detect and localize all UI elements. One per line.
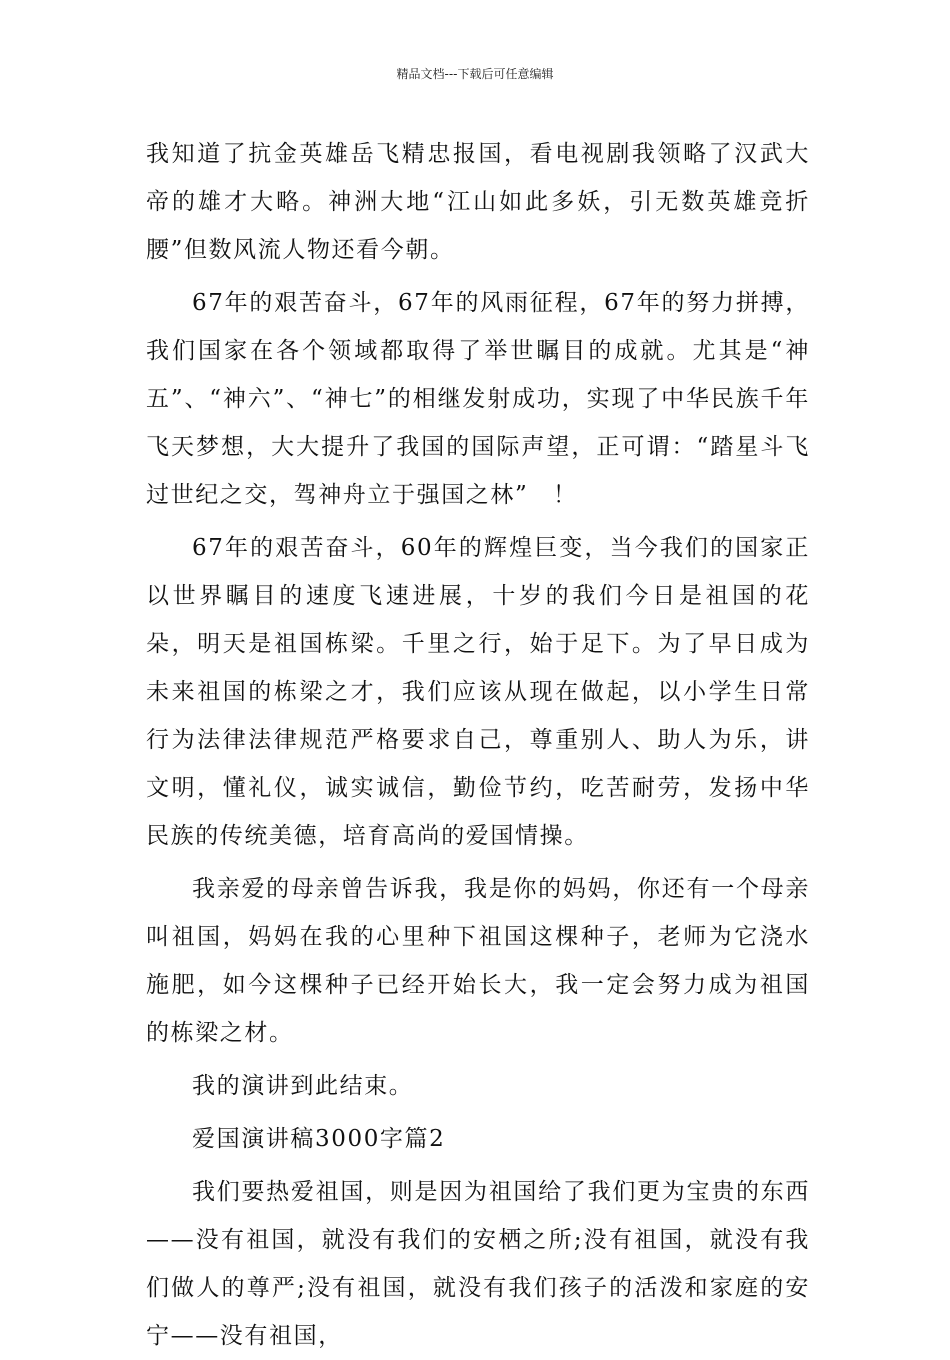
page-header: 精品文档---下载后可任意编辑 [396,67,554,81]
paragraph: 我知道了抗金英雄岳飞精忠报国，看电视剧我领略了汉武大帝的雄才大略。神洲大地“江山如此多妖，引无数英雄竞折腰”但数风流人物还看今朝。 [146,141,810,263]
paragraph: 67年的艰苦奋斗，60年的辉煌巨变，当今我们的国家正以世界瞩目的速度飞速进展，十岁的我们今日是祖国的花朵，明天是祖国栋梁。千里之行，始于足下。为了早日成为未来祖国的栋梁之才，我们应该从现在做起，以小学生日常行为法律法律规范严格要求自己，尊重别人、助人为乐，讲文明，懂礼仪，诚实诚信，勤俭节约，吃苦耐劳，发扬中华民族的传统美德，培育高尚的爱国情操。 [146,535,810,849]
section-heading: 爱国演讲稿3000字篇2 [192,1126,446,1152]
paragraph: 67年的艰苦奋斗，67年的风雨征程，67年的努力拼搏，我们国家在各个领域都取得了举世瞩目的成就。尤其是“神五”、“神六”、“神七”的相继发射成功，实现了中华民族千年飞天梦想，大大提升了我国的国际声望，正可谓：“踏星斗飞过世纪之交，驾神舟立于强国之林” ！ [146,290,810,508]
paragraph: 我的演讲到此结束。 [192,1073,414,1099]
document-body [146,130,810,1360]
paragraph: 我们要热爱祖国，则是因为祖国给了我们更为宝贵的东西——没有祖国，就没有我们的安栖之所;没有祖国，就没有我们做人的尊严;没有祖国，就没有我们孩子的活泼和家庭的安宁——没有祖国， [146,1179,810,1349]
paragraph: 我亲爱的母亲曾告诉我，我是你的妈妈，你还有一个母亲叫祖国，妈妈在我的心里种下祖国这棵种子，老师为它浇水施肥，如今这棵种子已经开始长大，我一定会努力成为祖国的栋梁之材。 [146,876,810,1046]
